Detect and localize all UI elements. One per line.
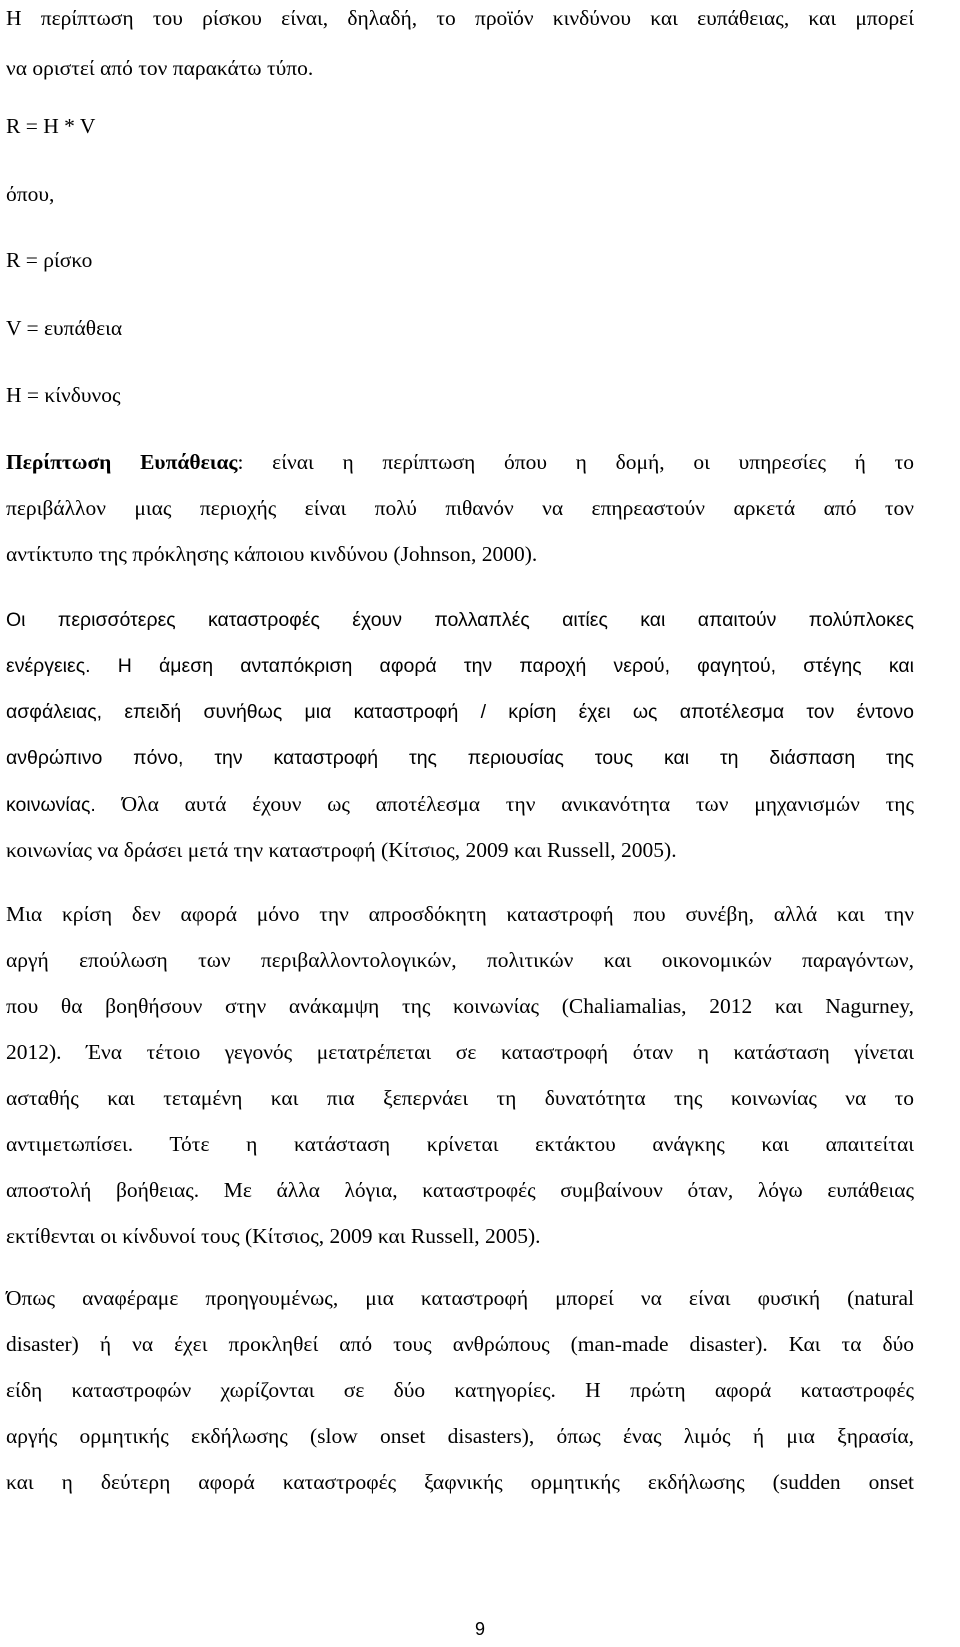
paragraph-line: αργή επούλωση των περιβαλλοντολογικών, πολιτικών και οικονομικών παραγόντων, (6, 948, 914, 972)
paragraph-line: disaster) ή να έχει προκληθεί από τους ανθρώπους (man-made disaster). Και τα δύο (6, 1332, 914, 1356)
formula-label: όπου, (6, 182, 55, 206)
paragraph-fragment: Η άμεση ανταπόκριση αφορά την παροχή νερού, φαγητού, στέγης και (90, 655, 914, 677)
paragraph-line: να οριστεί από τον παρακάτω τύπο. (6, 56, 314, 80)
paragraph-line: κοινωνίας να δράσει μετά την καταστροφή (Κίτσιος, 2009 και Russell, 2005). (6, 838, 677, 862)
paragraph-line: που θα βοηθήσουν στην ανάκαμψη της κοινωνίας (Chaliamalias, 2012 και Nagurney, (6, 994, 914, 1018)
page-number: 9 (474, 1619, 485, 1639)
paragraph-fragment: Όλα αυτά έχουν ως αποτέλεσμα την ανικανότητα των μηχανισμών της (95, 792, 914, 816)
paragraph-line: αργής ορμητικής εκδήλωσης (slow onset disasters), όπως ένας λιμός ή μια ξηρασία, (6, 1424, 914, 1448)
formula-definition: R = ρίσκο (6, 248, 93, 272)
definition-line (6, 448, 914, 476)
paragraph-line: Η περίπτωση του ρίσκου είναι, δηλαδή, το προϊόν κινδύνου και ευπάθειας, και μπορεί (6, 6, 914, 30)
paragraph-line: ασταθής και τεταμένη και πια ξεπερνάει τη δυνατότητα της κοινωνίας να το (6, 1086, 914, 1110)
paragraph-line: εκτίθενται οι κίνδυνοί τους (Κίτσιος, 2009 και Russell, 2005). (6, 1224, 541, 1248)
paragraph-line: 2012). Ένα τέτοιο γεγονός μετατρέπεται σε καταστροφή όταν η κατάσταση γίνεται (6, 1040, 914, 1064)
paragraph-line: Όπως αναφέραμε προηγουμένως, μια καταστροφή μπορεί να είναι φυσική (natural (6, 1286, 914, 1310)
paragraph-line: ανθρώπινο πόνο, την καταστροφή της περιουσίας τους και τη διάσπαση της (6, 747, 914, 769)
definition-text: : είναι η περίπτωση όπου η δομή, οι υπηρεσίες ή το (237, 450, 915, 474)
definition-term: Περίπτωση Ευπάθειας (6, 450, 238, 474)
paragraph-line: είδη καταστροφών χωρίζονται σε δύο κατηγορίες. Η πρώτη αφορά καταστροφές (6, 1378, 914, 1402)
paragraph-line (6, 790, 914, 819)
formula: R = H * V (6, 114, 96, 138)
paragraph-line: αντίκτυπο της πρόκλησης κάποιου κινδύνου (Johnson, 2000). (6, 542, 538, 566)
formula-definition: Η = κίνδυνος (6, 383, 121, 407)
paragraph-line: Οι περισσότερες καταστροφές έχουν πολλαπλές αιτίες και απαιτούν πολύπλοκες (6, 609, 914, 631)
paragraph-line: αντιμετωπίσει. Τότε η κατάσταση κρίνεται εκτάκτου ανάγκης και απαιτείται (6, 1132, 914, 1156)
paragraph-fragment: κοινωνίας. (6, 794, 96, 816)
formula-definition: V = ευπάθεια (6, 316, 123, 340)
paragraph-line: αποστολή βοήθειας. Με άλλα λόγια, καταστροφές συμβαίνουν όταν, λόγω ευπάθειας (6, 1178, 914, 1202)
paragraph-line: και η δεύτερη αφορά καταστροφές ξαφνικής ορμητικής εκδήλωσης (sudden onset (6, 1470, 914, 1494)
paragraph-fragment: ενέργειες. (6, 655, 91, 677)
paragraph-line: ασφάλειας, επειδή συνήθως μια καταστροφή / κρίση έχει ως αποτέλεσμα τον έντονο (6, 701, 914, 723)
paragraph-line (6, 652, 914, 680)
paragraph-line: Μια κρίση δεν αφορά μόνο την απροσδόκητη καταστροφή που συνέβη, αλλά και την (6, 902, 914, 926)
paragraph-line: περιβάλλον μιας περιοχής είναι πολύ πιθανόν να επηρεαστούν αρκετά από τον (6, 496, 914, 520)
